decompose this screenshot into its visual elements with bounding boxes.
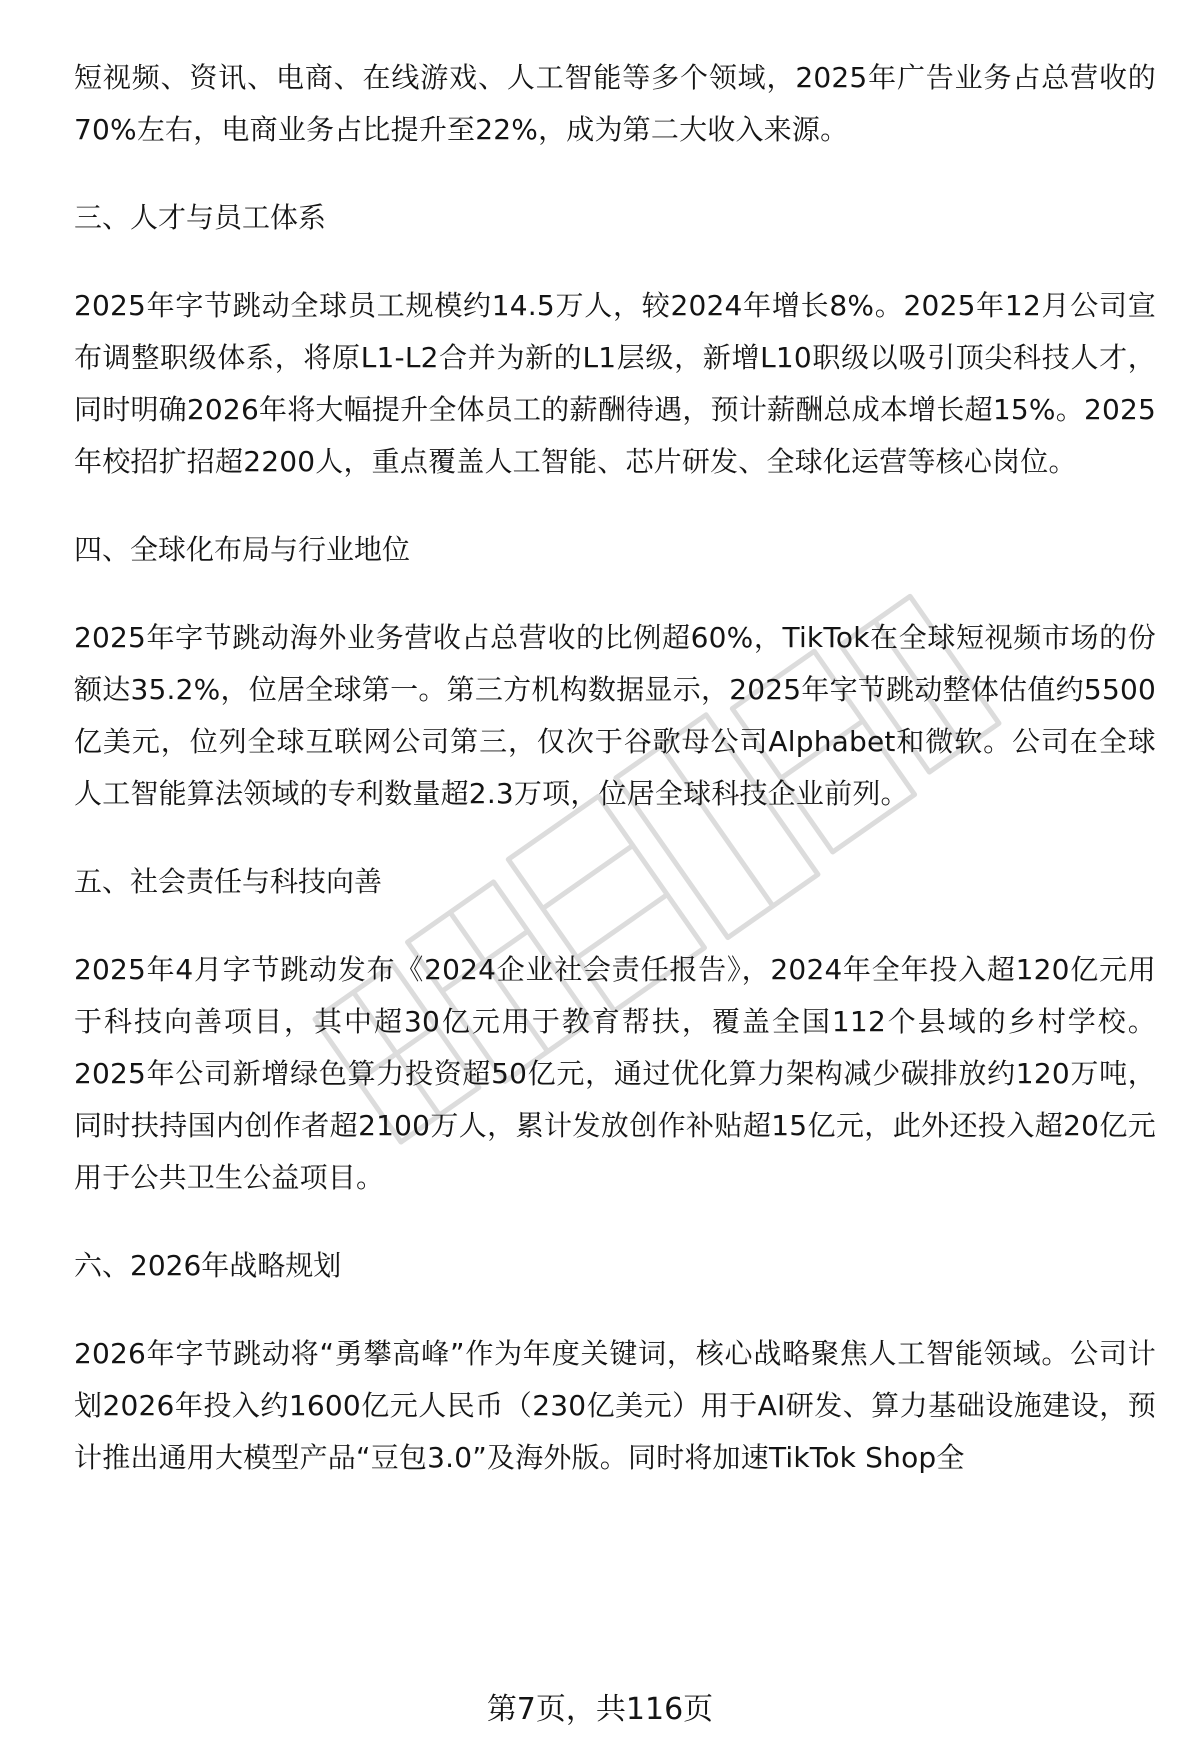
section-paragraph-social-responsibility: 2025年4月字节跳动发布《2024企业社会责任报告》，2024年全年投入超120亿元用于科技向善项目，其中超30亿元用于教育帮扶，覆盖全国112个县域的乡村学校。2025年公司新增绿色算力投资超50亿元，通过优化算力架构减少碳排放约120万吨，同时扶持国内创作者超2100万人，累计发放创作补贴超15亿元，此外还投入超20亿元用于公共卫生公益项目。 (74, 953, 1156, 1194)
document-body (74, 52, 1156, 1484)
page-number-footer: 第7页，共116页 (486, 1692, 714, 1727)
section-paragraph-globalization: 2025年字节跳动海外业务营收占总营收的比例超60%，TikTok在全球短视频市场的份额达35.2%，位居全球第一。第三方机构数据显示，2025年字节跳动整体估值约5500亿美元，位列全球互联网公司第三，仅次于谷歌母公司Alphabet和微软。公司在全球人工智能算法领域的专利数量超2.3万项，位居全球科技企业前列。 (74, 621, 1156, 810)
section-heading-strategy-2026: 六、2026年战略规划 (74, 1249, 342, 1282)
intro-paragraph: 短视频、资讯、电商、在线游戏、人工智能等多个领域，2025年广告业务占总营收的70%左右，电商业务占比提升至22%，成为第二大收入来源。 (74, 61, 1156, 146)
section-paragraph-talent: 2025年字节跳动全球员工规模约14.5万人，较2024年增长8%。2025年12月公司宣布调整职级体系，将原L1-L2合并为新的L1层级，新增L10职级以吸引顶尖科技人才，同时明确2026年将大幅提升全体员工的薪酬待遇，预计薪酬总成本增长超15%。2025年校招扩招超2200人，重点覆盖人工智能、芯片研发、全球化运营等核心岗位。 (74, 289, 1156, 478)
section-heading-social-responsibility: 五、社会责任与科技向善 (74, 865, 383, 898)
section-paragraph-strategy-2026: 2026年字节跳动将“勇攀高峰”作为年度关键词，核心战略聚焦人工智能领域。公司计划2026年投入约1600亿元人民币（230亿美元）用于AI研发、算力基础设施建设，预计推出通用大模型产品“豆包3.0”及海外版。同时将加速TikTok Shop全 (74, 1337, 1156, 1474)
section-heading-talent: 三、人才与员工体系 (74, 201, 327, 234)
section-heading-globalization: 四、全球化布局与行业地位 (74, 533, 411, 566)
